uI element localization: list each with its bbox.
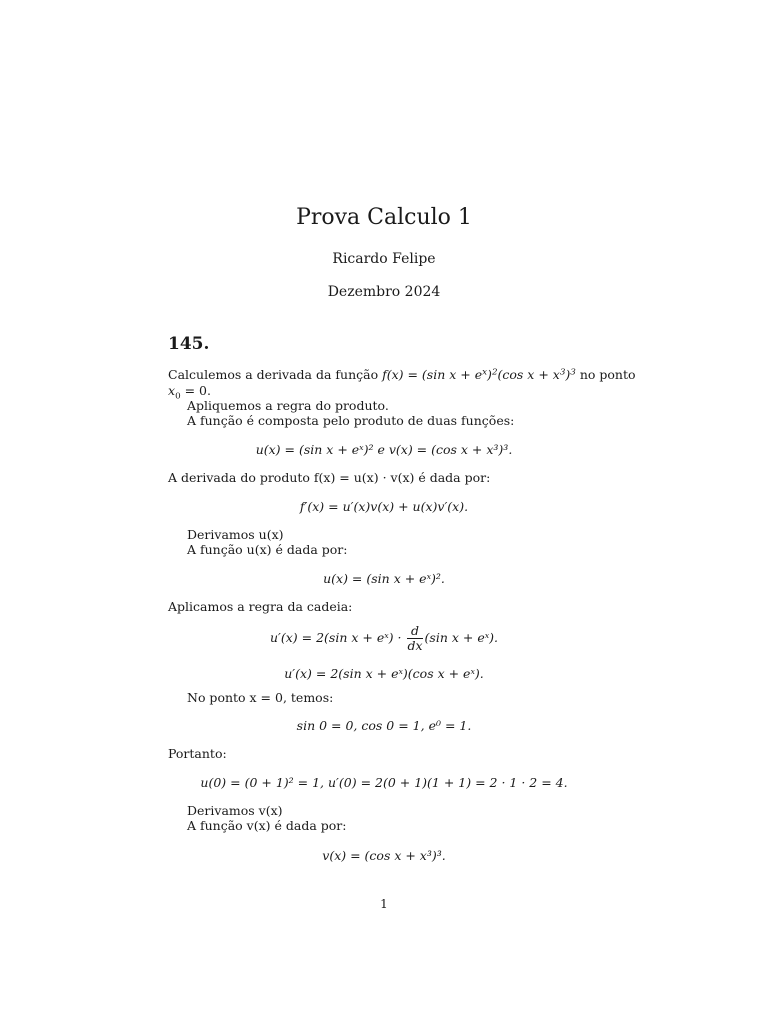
- section-heading: 145.: [168, 334, 210, 354]
- equation-u0: u(0) = (0 + 1)² = 1, u′(0) = 2(0 + 1)(1 + 1) = 2 · 1 · 2 = 4.: [200, 775, 568, 790]
- equation-uprime-1: u′(x) = 2(sin x + eˣ) · $\frac{d}{dx}$ (sin x + eˣ).: [269, 623, 498, 653]
- derive-v-line: Derivamos v(x): [187, 803, 283, 818]
- equation-uprime-2: u′(x) = 2(sin x + eˣ)(cos x + eˣ).: [284, 666, 484, 681]
- function-u-line: A função u(x) é dada por:: [187, 542, 348, 557]
- equation-fprime: f′(x) = u′(x)v(x) + u(x)v′(x).: [299, 499, 469, 514]
- intro-line-1: Calculemos a derivada da função f(x) = (sin $x + e^x)^2(\cos$ $x + x^3)^3$ no ponto: [168, 367, 636, 382]
- derivative-fraction: $\frac{d}{dx}$: [407, 623, 423, 653]
- equation-values: sin 0 = 0, cos 0 = 1, e⁰ = 1.: [296, 718, 472, 733]
- therefore-line: Portanto:: [168, 746, 227, 761]
- equation-u-v: u(x) = (sin x + eˣ)² e v(x) = (cos x + x³)³.: [255, 442, 513, 457]
- composite-line: A função é composta pelo produto de duas funções:: [187, 413, 515, 428]
- function-expression: f(x) = (sin $x + e^x)^2(\cos$ $x + x^3)^3$: [382, 367, 576, 382]
- equation-u: u(x) = (sin x + eˣ)².: [323, 571, 445, 586]
- product-derivative-line: A derivada do produto f(x) = u(x) · v(x) é dada por:: [168, 470, 491, 485]
- derive-u-line: Derivamos u(x): [187, 527, 284, 542]
- page-number: 1: [380, 897, 388, 911]
- document-title: Prova Calculo 1: [296, 205, 472, 230]
- equation-v: v(x) = (cos x + x³)³.: [322, 848, 446, 863]
- product-rule-line: Apliquemos a regra do produto.: [187, 398, 389, 413]
- at-point-line: No ponto x = 0, temos:: [187, 690, 334, 705]
- chain-rule-line: Aplicamos a regra da cadeia:: [168, 599, 353, 614]
- author-name: Ricardo Felipe: [332, 251, 436, 267]
- intro-line-2: $x_0 = 0$.: [168, 383, 211, 402]
- function-v-line: A função v(x) é dada por:: [187, 818, 347, 833]
- document-date: Dezembro 2024: [327, 284, 441, 300]
